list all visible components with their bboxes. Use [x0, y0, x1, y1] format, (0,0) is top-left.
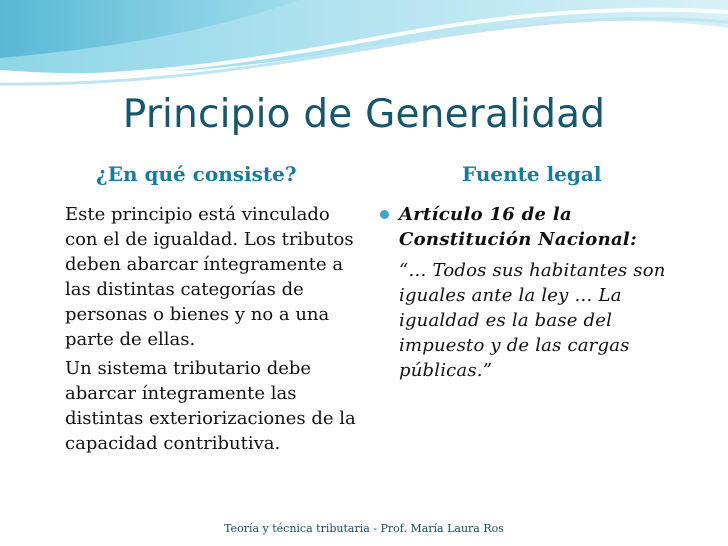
slide-footer: Teoría y técnica tributaria - Prof. María Laura Ros [224, 522, 504, 535]
right-column-heading: Fuente legal [462, 162, 602, 186]
slide-title: Principio de Generalidad [122, 92, 606, 137]
bullet-dot-icon [380, 210, 389, 219]
header-wave-decoration [0, 0, 728, 100]
legal-article-reference: Artículo 16 de la Constitución Nacional: [399, 204, 638, 250]
legal-quote: “… Todos sus habitantes son iguales ante la ley … La igualdad es la base del impuesto y de las cargas públicas.” [399, 260, 666, 381]
right-column-body [380, 202, 690, 383]
left-paragraph-1: Este principio está vinculado con el de igualdad. Los tributos deben abarcar íntegramente a las distintas categorías de personas o bienes y no a una parte de ellas. [65, 204, 354, 350]
left-paragraph-2: Un sistema tributario debe abarcar íntegramente las distintas exteriorizaciones de la capacidad contributiva. [65, 358, 356, 454]
left-column-heading: ¿En qué consiste? [96, 162, 297, 186]
left-column-body [65, 202, 365, 460]
